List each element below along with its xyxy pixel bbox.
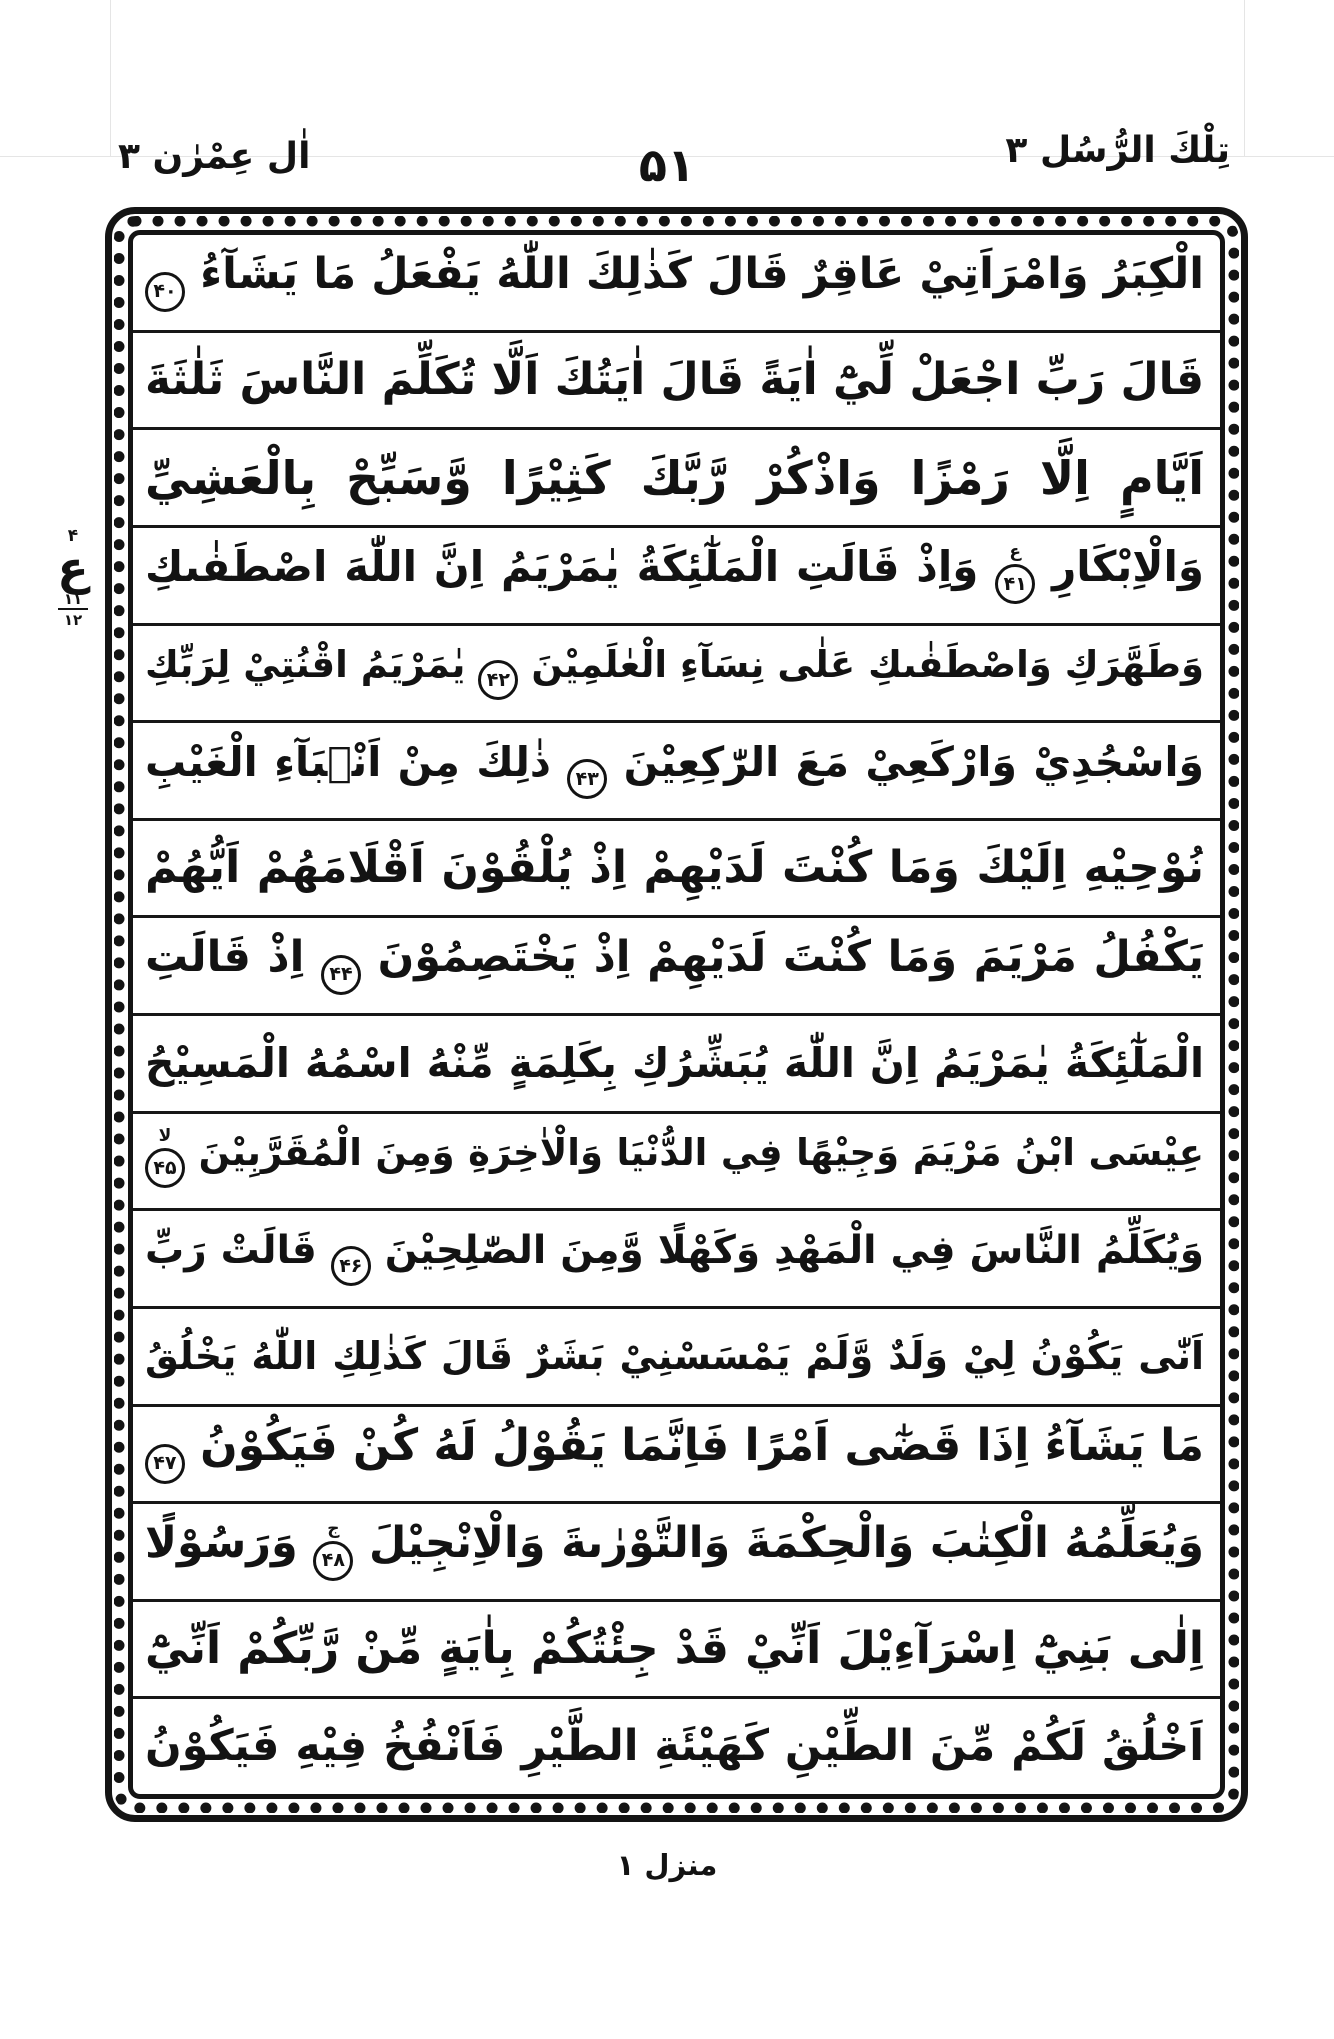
quran-line <box>133 333 1220 431</box>
quran-line <box>133 1211 1220 1309</box>
quran-line <box>133 1016 1220 1114</box>
quran-line <box>133 1114 1220 1212</box>
ayah-end-marker: ۴۵ لا <box>145 1148 185 1188</box>
ruku-upper-number: ۱۱ <box>63 590 83 608</box>
quran-line <box>133 1407 1220 1505</box>
quran-line <box>133 626 1220 724</box>
quran-line <box>133 1699 1220 1794</box>
registration-line-left <box>110 0 111 156</box>
ayah-text: مَا يَشَآءُ اِذَا قَضٰٓى اَمْرًا فَاِنَّمَا يَقُوْلُ لَهُ كُنْ فَيَكُوْنُ ۴۷ <box>145 1424 1204 1484</box>
quran-line <box>133 1602 1220 1700</box>
ruku-margin-marker <box>40 528 106 631</box>
ayah-text: اَخْلُقُ لَكُمْ مِّنَ الطِّيْنِ كَهَيْئَةِ الطَّيْرِ فَاَنْفُخُ فِيْهِ فَيَكُوْنُ <box>145 1721 1204 1772</box>
ayah-end-marker: ۴۰ <box>145 272 185 312</box>
decorative-frame-beads <box>114 216 1239 1813</box>
quran-line <box>133 1309 1220 1407</box>
ayah-text: وَيُعَلِّمُهُ الْكِتٰبَ وَالْحِكْمَةَ وَالتَّوْرٰىةَ وَالْاِنْجِيْلَ ۴۸ ج وَرَسُوْلًا <box>145 1522 1204 1581</box>
quran-line <box>133 430 1220 528</box>
ayah-end-marker: ۴۱ ع <box>995 564 1035 604</box>
decorative-frame-outer <box>105 207 1248 1822</box>
ayah-text: الْكِبَرُ وَامْرَاَتِيْ عَاقِرٌ قَالَ كَذٰلِكَ اللّٰهُ يَفْعَلُ مَا يَشَآءُ ۴۰ <box>145 253 1204 312</box>
juz-title: تِلْكَ الرُّسُل ۳ <box>1005 130 1230 171</box>
quran-line <box>133 528 1220 626</box>
quran-line <box>133 821 1220 919</box>
ayah-end-marker: ۴۳ <box>567 759 607 799</box>
ayah-text: وَالْاِبْكَارِ ۴۱ ع وَاِذْ قَالَتِ الْمَلٰٓئِكَةُ يٰمَرْيَمُ اِنَّ اللّٰهَ اصْطَفٰىكِ <box>145 546 1204 605</box>
ayah-text: اِلٰى بَنِيْٓ اِسْرَآءِيْلَ اَنِّيْ قَدْ جِئْتُكُمْ بِاٰيَةٍ مِّنْ رَّبِّكُمْ اَنِّيْٓ <box>145 1623 1204 1675</box>
ayah-text: الْمَلٰٓئِكَةُ يٰمَرْيَمُ اِنَّ اللّٰهَ يُبَشِّرُكِ بِكَلِمَةٍ مِّنْهُ اسْمُهُ الْمَسِيْحُ <box>145 1038 1204 1087</box>
text-panel <box>128 230 1225 1799</box>
ayah-text: اَنّٰى يَكُوْنُ لِيْ وَلَدٌ وَّلَمْ يَمْسَسْنِيْ بَشَرٌ قَالَ كَذٰلِكِ اللّٰهُ يَخْلُقُ <box>145 1334 1204 1379</box>
quran-line <box>133 235 1220 333</box>
ruku-lower-number: ۱۲ <box>58 608 88 630</box>
ayah-marker-note: ع <box>1009 542 1022 563</box>
ayah-end-marker: ۴۷ <box>145 1444 185 1484</box>
ayah-end-marker: ۴۸ ج <box>313 1541 353 1581</box>
page-number: ۵۱ <box>638 138 696 192</box>
manzil-footer: منزل ۱ <box>616 1848 718 1882</box>
surah-title: اٰل عِمْرٰن ۳ <box>118 136 311 177</box>
ayah-text: نُوْحِيْهِ اِلَيْكَ وَمَا كُنْتَ لَدَيْهِمْ اِذْ يُلْقُوْنَ اَقْلَامَهُمْ اَيُّهُمْ <box>145 842 1204 894</box>
registration-line-right <box>1244 0 1245 156</box>
ayah-end-marker: ۴۶ <box>331 1246 371 1286</box>
ayah-text: عِيْسَى ابْنُ مَرْيَمَ وَجِيْهًا فِي الدُّنْيَا وَالْاٰخِرَةِ وَمِنَ الْمُقَرَّبِيْنَ ۴۵ لا <box>145 1134 1204 1189</box>
ruku-ain-letter: ع <box>57 541 89 595</box>
ayah-text: وَطَهَّرَكِ وَاصْطَفٰىكِ عَلٰى نِسَآءِ الْعٰلَمِيْنَ ۴۲ يٰمَرْيَمُ اقْنُتِيْ لِرَبِّكِ <box>145 646 1204 701</box>
ayah-text: اَيَّامٍ اِلَّا رَمْزًا وَاذْكُرْ رَّبَّكَ كَثِيْرًا وَّسَبِّحْ بِالْعَشِيِّ <box>145 450 1204 505</box>
ayah-text: قَالَ رَبِّ اجْعَلْ لِّيْٓ اٰيَةً قَالَ اٰيَتُكَ اَلَّا تُكَلِّمَ النَّاسَ ثَلٰثَةَ <box>145 353 1204 405</box>
ayah-text: يَكْفُلُ مَرْيَمَ وَمَا كُنْتَ لَدَيْهِمْ اِذْ يَخْتَصِمُوْنَ ۴۴ اِذْ قَالَتِ <box>145 936 1204 995</box>
ayah-end-marker: ۴۲ <box>478 660 518 700</box>
ayah-text: وَيُكَلِّمُ النَّاسَ فِي الْمَهْدِ وَكَهْلًا وَّمِنَ الصّٰلِحِيْنَ ۴۶ قَالَتْ رَبِّ <box>145 1231 1204 1287</box>
quran-line <box>133 723 1220 821</box>
ruku-top-number: ۴ <box>67 526 79 546</box>
quran-line <box>133 1504 1220 1602</box>
ayah-marker-note: ج <box>327 1518 340 1539</box>
quran-line <box>133 918 1220 1016</box>
ayah-marker-note: لا <box>158 1126 172 1147</box>
ayah-text: وَاسْجُدِيْ وَارْكَعِيْ مَعَ الرّٰكِعِيْنَ ۴۳ ذٰلِكَ مِنْ اَنْۢبَآءِ الْغَيْبِ <box>145 742 1204 800</box>
ayah-end-marker: ۴۴ <box>321 955 361 995</box>
